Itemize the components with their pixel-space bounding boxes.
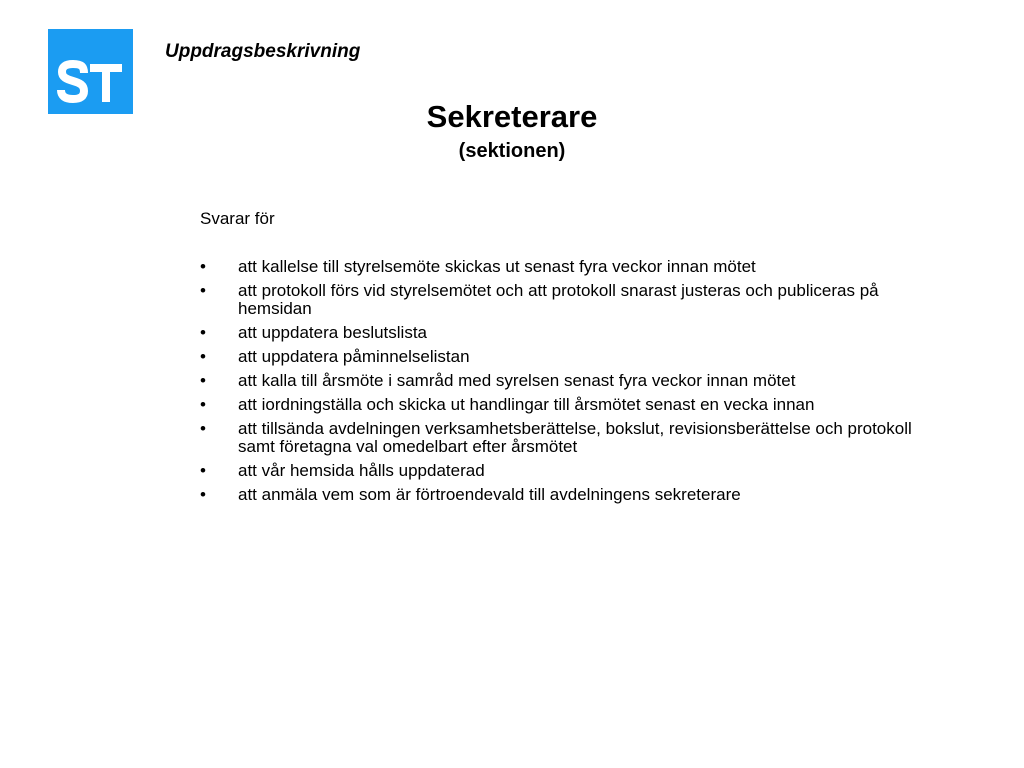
- bullet-icon: •: [200, 281, 206, 300]
- responsibilities-intro: Svarar för: [200, 209, 275, 228]
- list-item: [200, 348, 940, 366]
- list-item-text: att uppdatera påminnelselistan: [238, 347, 470, 366]
- list-item-text: att kallelse till styrelsemöte skickas ut senast fyra veckor innan mötet: [238, 257, 756, 276]
- list-item: [200, 486, 940, 504]
- list-item-text: att anmäla vem som är förtroendevald till avdelningens sekreterare: [238, 485, 741, 504]
- bullet-icon: •: [200, 323, 206, 342]
- page-title: Sekreterare: [426, 99, 598, 134]
- list-item: [200, 282, 940, 318]
- list-item-text: att iordningställa och skicka ut handlingar till årsmötet senast en vecka innan: [238, 395, 815, 414]
- list-item: [200, 258, 940, 276]
- bullet-icon: •: [200, 371, 206, 390]
- list-item: [200, 372, 940, 390]
- bullet-icon: •: [200, 461, 206, 480]
- list-item-text: att vår hemsida hålls uppdaterad: [238, 461, 485, 480]
- bullet-icon: •: [200, 395, 206, 414]
- list-item: [200, 462, 940, 480]
- list-item-text: att tillsända avdelningen verksamhetsberättelse, bokslut, revisionsberättelse och protokoll samt företagna val omedelbart efter årsmötet: [238, 419, 912, 456]
- bullet-icon: •: [200, 419, 206, 438]
- responsibilities-list: [200, 258, 940, 510]
- list-item: [200, 324, 940, 342]
- list-item-text: att uppdatera beslutslista: [238, 323, 428, 342]
- document-type-label: Uppdragsbeskrivning: [165, 41, 361, 62]
- list-item: [200, 420, 940, 456]
- page-subtitle: (sektionen): [458, 140, 566, 162]
- list-item: [200, 396, 940, 414]
- list-item-text: att kalla till årsmöte i samråd med syrelsen senast fyra veckor innan mötet: [238, 371, 796, 390]
- bullet-icon: •: [200, 347, 206, 366]
- bullet-icon: •: [200, 257, 206, 276]
- list-item-text: att protokoll förs vid styrelsemötet och att protokoll snarast justeras och publiceras på hemsidan: [238, 281, 879, 318]
- bullet-icon: •: [200, 485, 206, 504]
